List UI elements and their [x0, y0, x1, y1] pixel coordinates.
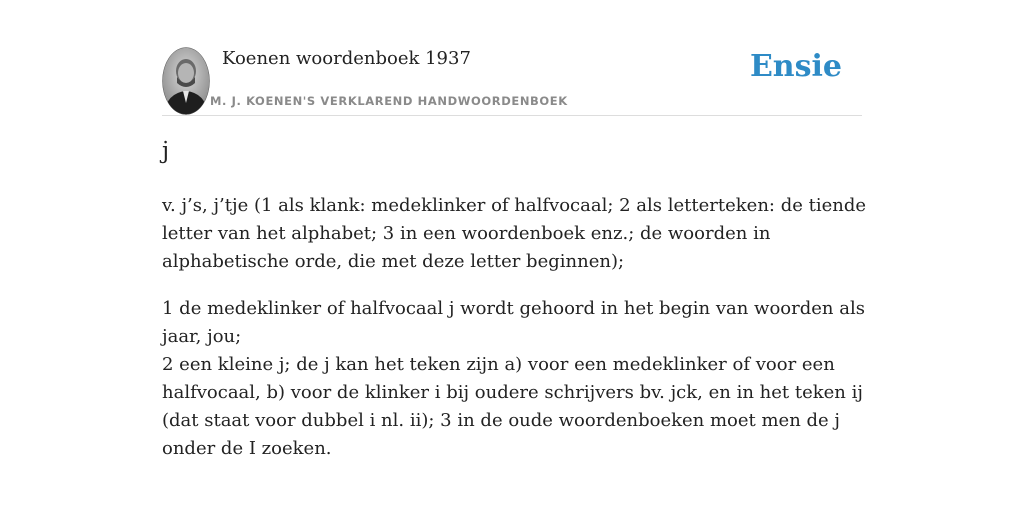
- entry-definition: [162, 192, 867, 482]
- meaning-2: 2 een kleine j; de j kan het teken zijn a) voor een medeklinker of voor een halfvocaal, b) voor de klinker i bij oudere schrijvers bv. jck, en in het teken ij (dat staat voor dubbel i nl. ii); 3 in de oude woordenboeken moet men de j onder de I zoeken.: [162, 354, 863, 459]
- dictionary-header: [162, 45, 862, 116]
- book-title[interactable]: Koenen woordenboek 1937: [222, 48, 471, 69]
- meaning-1: 1 de medeklinker of halfvocaal j wordt gehoord in het begin van woorden als jaar, jou;: [162, 298, 865, 347]
- definition-meanings: [162, 295, 867, 463]
- ensie-logo-link[interactable]: Ensie: [749, 49, 842, 84]
- portrait-photo-icon: [162, 47, 210, 115]
- entry-headword: j: [162, 138, 170, 164]
- book-subtitle: M. J. KOENEN'S VERKLAREND HANDWOORDENBOEK: [210, 94, 568, 108]
- definition-paragraph: v. j’s, j’tje (1 als klank: medeklinker of halfvocaal; 2 als letterteken: de tiende letter van het alphabet; 3 in een woordenboek enz.; de woorden in alphabetische orde, die met deze letter beginnen);: [162, 195, 867, 272]
